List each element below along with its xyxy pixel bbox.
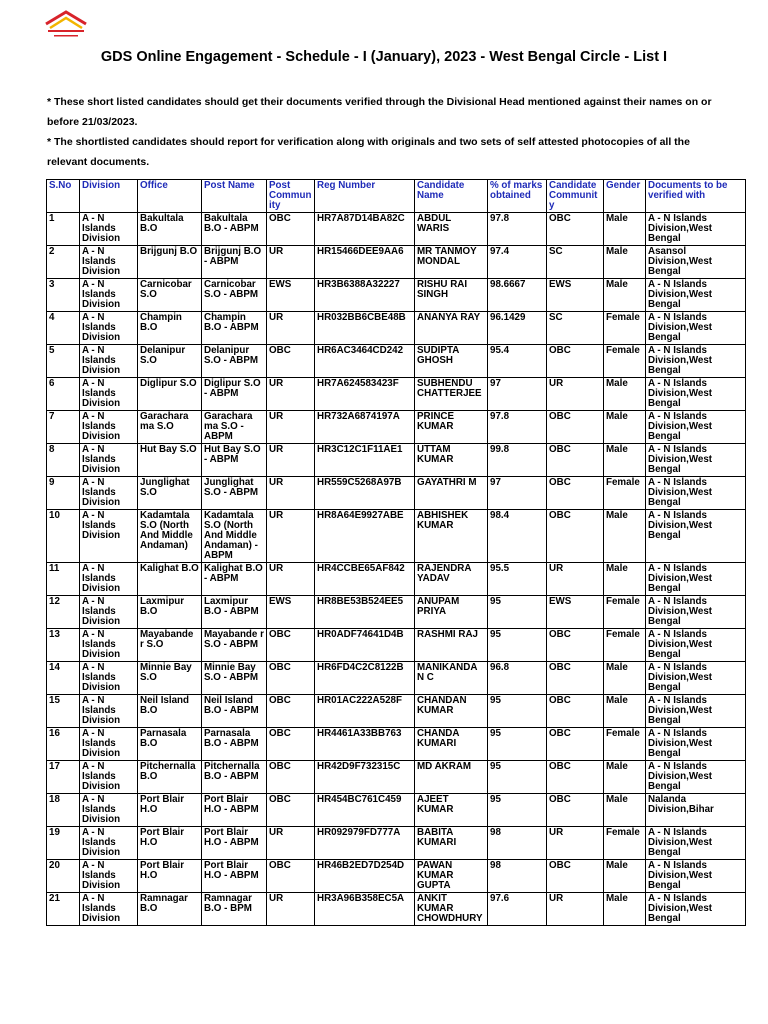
table-cell: A - N Islands Division (80, 345, 138, 378)
table-cell: 95 (488, 794, 547, 827)
column-header: Post Community (267, 180, 315, 213)
table-cell: 1 (47, 213, 80, 246)
table-cell: CHANDAN KUMAR (415, 695, 488, 728)
table-cell: A - N Islands Division (80, 378, 138, 411)
column-header: Post Name (202, 180, 267, 213)
table-cell: Male (604, 860, 646, 893)
table-cell: Mayabande r S.O (138, 629, 202, 662)
table-cell: UR (267, 246, 315, 279)
table-cell: A - N Islands Division (80, 246, 138, 279)
table-cell: HR7A87D14BA82C (315, 213, 415, 246)
table-cell: HR3B6388A32227 (315, 279, 415, 312)
table-cell: A - N Islands Division,West Bengal (646, 312, 746, 345)
table-cell: A - N Islands Division (80, 411, 138, 444)
table-cell: OBC (547, 695, 604, 728)
table-cell: HR454BC761C459 (315, 794, 415, 827)
table-cell: Male (604, 444, 646, 477)
india-post-logo (40, 6, 92, 40)
table-cell: Carnicobar S.O (138, 279, 202, 312)
table-cell: SC (547, 246, 604, 279)
table-cell: Ramnagar B.O - BPM (202, 893, 267, 926)
table-cell: ANUPAM PRIYA (415, 596, 488, 629)
table-cell: 99.8 (488, 444, 547, 477)
table-row (47, 477, 746, 510)
table-cell: Port Blair H.O (138, 860, 202, 893)
table-cell: 18 (47, 794, 80, 827)
table-cell: MANIKANDA N C (415, 662, 488, 695)
table-cell: 12 (47, 596, 80, 629)
table-cell: HR3C12C1F11AE1 (315, 444, 415, 477)
table-cell: MR TANMOY MONDAL (415, 246, 488, 279)
column-header: Reg Number (315, 180, 415, 213)
table-cell: A - N Islands Division,West Bengal (646, 827, 746, 860)
table-cell: Laxmipur B.O (138, 596, 202, 629)
table-cell: Male (604, 695, 646, 728)
table-cell: A - N Islands Division (80, 860, 138, 893)
table-cell: Male (604, 510, 646, 563)
table-cell: 95 (488, 629, 547, 662)
table-cell: Diglipur S.O (138, 378, 202, 411)
table-cell: 9 (47, 477, 80, 510)
table-cell: 20 (47, 860, 80, 893)
table-row (47, 312, 746, 345)
table-cell: UR (547, 827, 604, 860)
table-cell: Port Blair H.O (138, 794, 202, 827)
table-cell: 5 (47, 345, 80, 378)
table-cell: 21 (47, 893, 80, 926)
table-cell: 11 (47, 563, 80, 596)
table-cell: UR (267, 827, 315, 860)
table-cell: Port Blair H.O (138, 827, 202, 860)
table-cell: A - N Islands Division,West Bengal (646, 477, 746, 510)
table-cell: 98 (488, 827, 547, 860)
table-row (47, 629, 746, 662)
table-cell: OBC (547, 411, 604, 444)
table-row (47, 596, 746, 629)
table-cell: 19 (47, 827, 80, 860)
table-cell: 95 (488, 596, 547, 629)
table-cell: 98.4 (488, 510, 547, 563)
table-cell: 16 (47, 728, 80, 761)
shortlist-table (46, 179, 746, 926)
column-header: Office (138, 180, 202, 213)
table-cell: BABITA KUMARI (415, 827, 488, 860)
table-cell: OBC (547, 510, 604, 563)
table-cell: HR8A64E9927ABE (315, 510, 415, 563)
table-cell: OBC (267, 345, 315, 378)
table-cell: A - N Islands Division,West Bengal (646, 378, 746, 411)
table-cell: A - N Islands Division (80, 629, 138, 662)
table-cell: Kadamtala S.O (North And Middle Andaman) - ABPM (202, 510, 267, 563)
table-cell: Female (604, 728, 646, 761)
table-cell: A - N Islands Division,West Bengal (646, 761, 746, 794)
column-header: Candidate Name (415, 180, 488, 213)
table-cell: UR (267, 411, 315, 444)
table-cell: HR0ADF74641D4B (315, 629, 415, 662)
table-row (47, 411, 746, 444)
table-cell: UR (267, 477, 315, 510)
column-header: S.No (47, 180, 80, 213)
table-cell: OBC (547, 662, 604, 695)
table-row (47, 510, 746, 563)
table-cell: Junglighat S.O (138, 477, 202, 510)
table-row (47, 662, 746, 695)
table-cell: Diglipur S.O - ABPM (202, 378, 267, 411)
table-cell: Port Blair H.O - ABPM (202, 860, 267, 893)
table-row (47, 213, 746, 246)
table-cell: OBC (267, 794, 315, 827)
table-cell: A - N Islands Division,West Bengal (646, 444, 746, 477)
table-cell: Delanipur S.O (138, 345, 202, 378)
table-row (47, 728, 746, 761)
table-row (47, 761, 746, 794)
table-cell: HR4CCBE65AF842 (315, 563, 415, 596)
table-cell: A - N Islands Division (80, 827, 138, 860)
table-cell: OBC (547, 213, 604, 246)
table-cell: OBC (547, 794, 604, 827)
notes (47, 92, 727, 172)
table-body (47, 213, 746, 926)
table-cell: A - N Islands Division (80, 794, 138, 827)
table-cell: Male (604, 411, 646, 444)
table-cell: Minnie Bay S.O (138, 662, 202, 695)
table-cell: A - N Islands Division,West Bengal (646, 860, 746, 893)
table-cell: A - N Islands Division,West Bengal (646, 279, 746, 312)
table-cell: Parnasala B.O - ABPM (202, 728, 267, 761)
table-cell: Pitchernalla B.O - ABPM (202, 761, 267, 794)
table-cell: 2 (47, 246, 80, 279)
table-row (47, 345, 746, 378)
table-cell: PRINCE KUMAR (415, 411, 488, 444)
table-cell: SUDIPTA GHOSH (415, 345, 488, 378)
table-cell: UR (267, 378, 315, 411)
table-cell: UR (547, 893, 604, 926)
table-row (47, 563, 746, 596)
table-cell: UR (267, 563, 315, 596)
table-cell: Junglighat S.O - ABPM (202, 477, 267, 510)
table-cell: A - N Islands Division,West Bengal (646, 213, 746, 246)
table-cell: HR6AC3464CD242 (315, 345, 415, 378)
table-cell: OBC (547, 629, 604, 662)
table-cell: A - N Islands Division (80, 695, 138, 728)
table-cell: Neil Island B.O (138, 695, 202, 728)
table-cell: UR (267, 444, 315, 477)
table-cell: UR (267, 510, 315, 563)
table-cell: 96.1429 (488, 312, 547, 345)
table-cell: A - N Islands Division,West Bengal (646, 629, 746, 662)
table-cell: Kalighat B.O (138, 563, 202, 596)
table-cell: A - N Islands Division,West Bengal (646, 893, 746, 926)
table-cell: 8 (47, 444, 80, 477)
table-cell: Neil Island B.O - ABPM (202, 695, 267, 728)
table-cell: Bakultala B.O (138, 213, 202, 246)
table-cell: Asansol Division,West Bengal (646, 246, 746, 279)
table-cell: HR15466DEE9AA6 (315, 246, 415, 279)
table-cell: A - N Islands Division (80, 213, 138, 246)
table-cell: OBC (267, 761, 315, 794)
table-row (47, 378, 746, 411)
table-cell: OBC (547, 728, 604, 761)
table-cell: OBC (267, 728, 315, 761)
table-cell: ANKIT KUMAR CHOWDHURY (415, 893, 488, 926)
table-cell: HR01AC222A528F (315, 695, 415, 728)
table-cell: RAJENDRA YADAV (415, 563, 488, 596)
table-row (47, 893, 746, 926)
table-cell: OBC (267, 213, 315, 246)
table-cell: A - N Islands Division (80, 728, 138, 761)
table-cell: ANANYA RAY (415, 312, 488, 345)
table-cell: Hut Bay S.O (138, 444, 202, 477)
table-cell: OBC (267, 860, 315, 893)
table-cell: HR46B2ED7D254D (315, 860, 415, 893)
table-cell: PAWAN KUMAR GUPTA (415, 860, 488, 893)
table-cell: 98.6667 (488, 279, 547, 312)
table-cell: ABHISHEK KUMAR (415, 510, 488, 563)
table-cell: A - N Islands Division (80, 662, 138, 695)
table-cell: Male (604, 213, 646, 246)
table-cell: A - N Islands Division,West Bengal (646, 596, 746, 629)
column-header: Documents to be verified with (646, 180, 746, 213)
table-cell: A - N Islands Division (80, 477, 138, 510)
table-row (47, 827, 746, 860)
table-cell: A - N Islands Division,West Bengal (646, 411, 746, 444)
table-row (47, 695, 746, 728)
table-cell: 97.8 (488, 411, 547, 444)
table-cell: OBC (547, 345, 604, 378)
table-cell: Male (604, 794, 646, 827)
table-cell: 97.4 (488, 246, 547, 279)
table-cell: HR092979FD777A (315, 827, 415, 860)
table-cell: Minnie Bay S.O - ABPM (202, 662, 267, 695)
table-cell: AJEET KUMAR (415, 794, 488, 827)
table-cell: A - N Islands Division,West Bengal (646, 563, 746, 596)
table-cell: HR8BE53B524EE5 (315, 596, 415, 629)
table-cell: 95 (488, 761, 547, 794)
table-cell: A - N Islands Division (80, 510, 138, 563)
table-cell: 95 (488, 695, 547, 728)
table-cell: A - N Islands Division (80, 893, 138, 926)
table-cell: A - N Islands Division (80, 312, 138, 345)
table-cell: 17 (47, 761, 80, 794)
table-cell: A - N Islands Division (80, 596, 138, 629)
table-cell: A - N Islands Division (80, 279, 138, 312)
table-cell: Brijgunj B.O (138, 246, 202, 279)
table-cell: Garachara ma S.O (138, 411, 202, 444)
table-cell: Delanipur S.O - ABPM (202, 345, 267, 378)
table-cell: EWS (267, 596, 315, 629)
table-cell: EWS (547, 279, 604, 312)
table-cell: 97 (488, 477, 547, 510)
table-cell: A - N Islands Division (80, 761, 138, 794)
table-cell: Champin B.O (138, 312, 202, 345)
table-cell: Male (604, 761, 646, 794)
table-cell: A - N Islands Division,West Bengal (646, 728, 746, 761)
table-cell: A - N Islands Division,West Bengal (646, 510, 746, 563)
table-cell: Champin B.O - ABPM (202, 312, 267, 345)
table-cell: HR7A624583423F (315, 378, 415, 411)
table-cell: OBC (267, 662, 315, 695)
table-cell: 98 (488, 860, 547, 893)
table-cell: 3 (47, 279, 80, 312)
table-cell: ABDUL WARIS (415, 213, 488, 246)
table-cell: UR (267, 893, 315, 926)
table-cell: Female (604, 629, 646, 662)
table-cell: Kadamtala S.O (North And Middle Andaman) (138, 510, 202, 563)
table-cell: Port Blair H.O - ABPM (202, 827, 267, 860)
table-cell: Nalanda Division,Bihar (646, 794, 746, 827)
table-cell: OBC (547, 860, 604, 893)
column-header: % of marks obtained (488, 180, 547, 213)
table-row (47, 860, 746, 893)
table-cell: 7 (47, 411, 80, 444)
table-cell: 95.4 (488, 345, 547, 378)
table-cell: 97 (488, 378, 547, 411)
table-cell: 96.8 (488, 662, 547, 695)
table-cell: UR (267, 312, 315, 345)
table-cell: GAYATHRI M (415, 477, 488, 510)
table-cell: Male (604, 662, 646, 695)
table-cell: 13 (47, 629, 80, 662)
table-cell: Bakultala B.O - ABPM (202, 213, 267, 246)
table-cell: Female (604, 596, 646, 629)
table-cell: RASHMI RAJ (415, 629, 488, 662)
table-cell: A - N Islands Division,West Bengal (646, 345, 746, 378)
table-header-row (47, 180, 746, 213)
table-cell: EWS (547, 596, 604, 629)
note-verification-deadline: * These short listed candidates should get their documents verified through the Divisional Head mentioned against their names on or before 21/03/2023. (47, 96, 712, 128)
table-cell: 97.6 (488, 893, 547, 926)
column-header: Gender (604, 180, 646, 213)
table-cell: Female (604, 477, 646, 510)
table-cell: A - N Islands Division (80, 444, 138, 477)
table-cell: Ramnagar B.O (138, 893, 202, 926)
table-cell: Male (604, 893, 646, 926)
table-cell: UR (547, 563, 604, 596)
table-cell: OBC (547, 477, 604, 510)
table-cell: RISHU RAI SINGH (415, 279, 488, 312)
table-cell: MD AKRAM (415, 761, 488, 794)
table-cell: Kalighat B.O - ABPM (202, 563, 267, 596)
table-cell: A - N Islands Division (80, 563, 138, 596)
table-cell: Female (604, 345, 646, 378)
table-cell: A - N Islands Division,West Bengal (646, 662, 746, 695)
table-cell: SUBHENDU CHATTERJEE (415, 378, 488, 411)
table-cell: HR732A6874197A (315, 411, 415, 444)
table-cell: Port Blair H.O - ABPM (202, 794, 267, 827)
table-cell: Mayabande r S.O - ABPM (202, 629, 267, 662)
table-cell: 15 (47, 695, 80, 728)
table-cell: Male (604, 279, 646, 312)
table-row (47, 794, 746, 827)
table-cell: Pitchernalla B.O (138, 761, 202, 794)
table-cell: Female (604, 312, 646, 345)
table-cell: Female (604, 827, 646, 860)
table-cell: Hut Bay S.O - ABPM (202, 444, 267, 477)
table-cell: OBC (267, 695, 315, 728)
table-cell: OBC (547, 444, 604, 477)
table-cell: SC (547, 312, 604, 345)
table-cell: HR42D9F732315C (315, 761, 415, 794)
table-cell: 4 (47, 312, 80, 345)
table-cell: 97.8 (488, 213, 547, 246)
table-cell: 95 (488, 728, 547, 761)
table-cell: UTTAM KUMAR (415, 444, 488, 477)
table-cell: Parnasala B.O (138, 728, 202, 761)
table-cell: EWS (267, 279, 315, 312)
table-cell: UR (547, 378, 604, 411)
table-cell: 6 (47, 378, 80, 411)
table-cell: HR6FD4C2C8122B (315, 662, 415, 695)
page-title: GDS Online Engagement - Schedule - I (January), 2023 - West Bengal Circle - List I (100, 49, 668, 65)
table-cell: A - N Islands Division,West Bengal (646, 695, 746, 728)
table-cell: 14 (47, 662, 80, 695)
table-row (47, 279, 746, 312)
table-row (47, 246, 746, 279)
table-cell: HR4461A33BB763 (315, 728, 415, 761)
table-cell: 95.5 (488, 563, 547, 596)
table-cell: OBC (547, 761, 604, 794)
table-cell: Male (604, 378, 646, 411)
table-cell: HR032BB6CBE48B (315, 312, 415, 345)
column-header: Division (80, 180, 138, 213)
table-cell: OBC (267, 629, 315, 662)
table-row (47, 444, 746, 477)
note-documents-required: * The shortlisted candidates should report for verification along with originals and two sets of self attested photocopies of all the relevant documents. (47, 136, 690, 168)
table-cell: Male (604, 246, 646, 279)
table-cell: Brijgunj B.O - ABPM (202, 246, 267, 279)
table-cell: Carnicobar S.O - ABPM (202, 279, 267, 312)
table-cell: CHANDA KUMARI (415, 728, 488, 761)
table-cell: 10 (47, 510, 80, 563)
table-cell: Male (604, 563, 646, 596)
table-cell: Laxmipur B.O - ABPM (202, 596, 267, 629)
column-header: Candidate Community (547, 180, 604, 213)
table-cell: Garachara ma S.O - ABPM (202, 411, 267, 444)
table-cell: HR559C5268A97B (315, 477, 415, 510)
table-cell: HR3A96B358EC5A (315, 893, 415, 926)
